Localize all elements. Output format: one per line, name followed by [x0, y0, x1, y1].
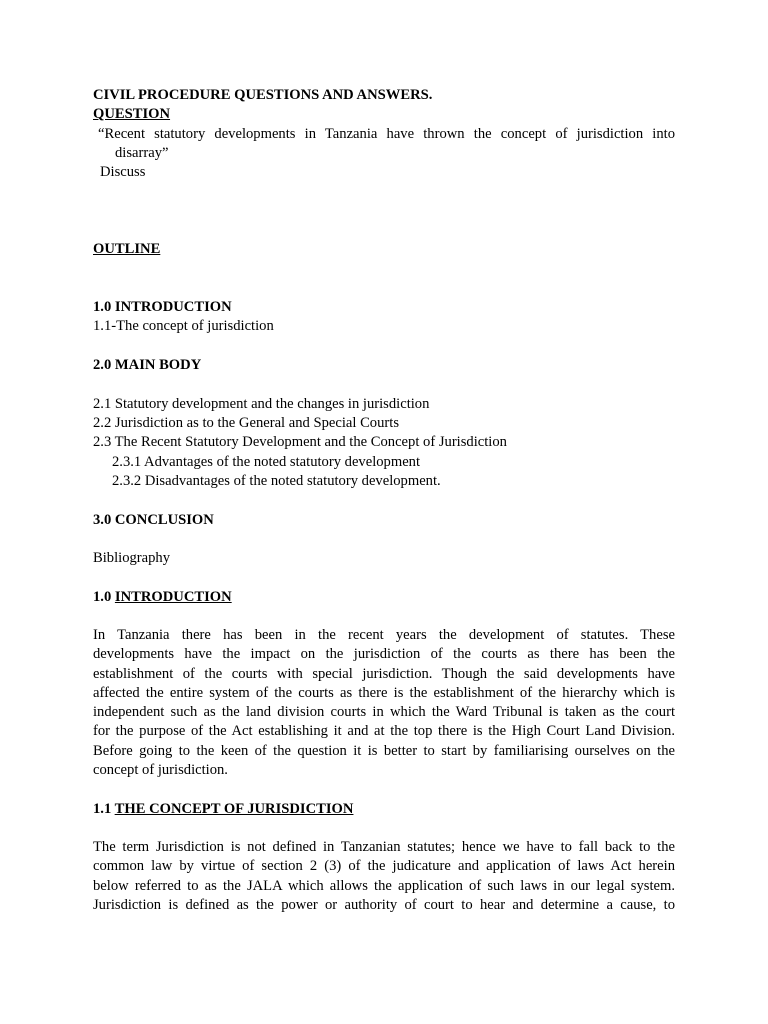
section-number: 1.1	[93, 801, 112, 817]
paragraph-line: for the purpose of the Act establishing it and at the top there is the High Court Land Division.	[93, 723, 675, 739]
paragraph-line: The term Jurisdiction is not defined in Tanzanian statutes; hence we have to fall back to the	[93, 839, 675, 855]
paragraph-line: concept of jurisdiction.	[93, 762, 228, 778]
outline-intro-item: 1.1-The concept of jurisdiction	[93, 318, 274, 334]
outline-body-item: 2.2 Jurisdiction as to the General and Special Courts	[93, 415, 399, 431]
question-discuss: Discuss	[100, 164, 146, 180]
section-title: INTRODUCTION	[114, 589, 232, 605]
paragraph-line: Jurisdiction is defined as the power or authority of court to hear and determine a cause, to	[93, 897, 675, 913]
outline-intro-heading: 1.0 INTRODUCTION	[93, 299, 232, 315]
outline-body-heading: 2.0 MAIN BODY	[93, 357, 202, 373]
section-number: 1.0	[93, 589, 112, 605]
outline-body-subitem: 2.3.2 Disadvantages of the noted statutory development.	[112, 473, 441, 489]
outline-body-item: 2.1 Statutory development and the changes in jurisdiction	[93, 396, 430, 412]
document-title: CIVIL PROCEDURE QUESTIONS AND ANSWERS.	[93, 87, 433, 103]
section-heading-concept	[93, 800, 353, 819]
question-text-line-1: “Recent statutory developments in Tanzania have thrown the concept of jurisdiction into	[98, 126, 675, 142]
question-text-line-2: disarray”	[115, 145, 169, 161]
section-heading-introduction	[93, 588, 232, 607]
outline-bibliography: Bibliography	[93, 550, 171, 566]
paragraph-line: below referred to as the JALA which allows the application of such laws in our legal system.	[93, 878, 675, 894]
section-title: THE CONCEPT OF JURISDICTION	[114, 801, 354, 817]
paragraph-line: Before going to the keen of the question it is better to start by familiarising ourselves on the	[93, 743, 675, 759]
question-label: QUESTION	[93, 106, 171, 122]
paragraph-line: developments have the impact on the jurisdiction of the courts as there has been the	[93, 646, 675, 662]
paragraph-line: common law by virtue of section 2 (3) of the judicature and application of laws Act herein	[93, 858, 675, 874]
outline-body-item: 2.3 The Recent Statutory Development and the Concept of Jurisdiction	[93, 434, 507, 450]
paragraph-line: establishment of the courts with special jurisdiction. Though the said developments have	[93, 666, 675, 682]
outline-conclusion-heading: 3.0 CONCLUSION	[93, 512, 214, 528]
outline-body-subitem: 2.3.1 Advantages of the noted statutory development	[112, 454, 421, 470]
paragraph-line: affected the entire system of the courts as there is the establishment of the hierarchy which is	[93, 685, 675, 701]
paragraph-line: independent such as the land division courts in which the Ward Tribunal is taken as the court	[93, 704, 675, 720]
paragraph-line: In Tanzania there has been in the recent years the development of statutes. These	[93, 627, 675, 643]
outline-heading: OUTLINE	[93, 241, 161, 257]
